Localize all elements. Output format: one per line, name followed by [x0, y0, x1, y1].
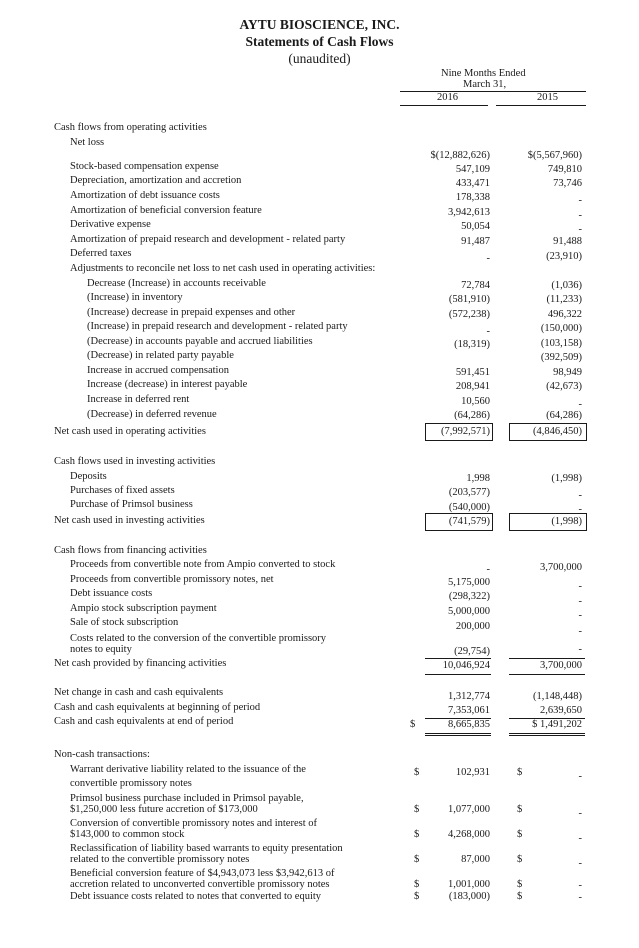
fin-item-2015: - — [578, 596, 582, 607]
noncash-item-2015: - — [578, 771, 582, 782]
fin-item-2016: - — [486, 564, 490, 575]
noncash-dollar-sign: $ — [414, 829, 420, 840]
statement-title: Statements of Cash Flows — [245, 34, 394, 49]
noncash-dollar-sign: $ — [517, 804, 523, 815]
op-item-label: Deferred taxes — [70, 248, 132, 259]
cash-begin-2016: 7,353,061 — [448, 705, 490, 716]
op-item-2016: 3,942,613 — [448, 207, 490, 218]
op-change-2016: 72,784 — [461, 280, 490, 291]
op-change-2016: 10,560 — [461, 396, 490, 407]
investing-total-2015: (1,998) — [551, 516, 582, 527]
noncash-dollar-sign: $ — [517, 891, 523, 902]
inv-item-2015: - — [578, 490, 582, 501]
fin-item-2016: 5,175,000 — [448, 577, 490, 588]
op-item-label: Depreciation, amortization and accretion — [70, 175, 242, 186]
op-item-label: Amortization of debt issuance costs — [70, 190, 220, 201]
fin-costs-label-line2: notes to equity — [70, 644, 132, 655]
noncash-item-2015: - — [578, 880, 582, 891]
cash-end-2015-underline-a — [509, 733, 585, 734]
fin-item-2015: - — [578, 610, 582, 621]
financing-total-2016-underline — [425, 674, 491, 675]
noncash-item-2016: 1,077,000 — [448, 804, 490, 815]
noncash-item-line1: Reclassification of liability based warrants to equity presentation — [70, 843, 343, 854]
fin-item-2015: - — [578, 626, 582, 637]
op-item-2016: 433,471 — [455, 178, 490, 189]
period-line2: March 31, — [463, 79, 507, 90]
cash-end-2015: $ 1,491,202 — [532, 719, 582, 730]
fin-item-label: Debt issuance costs — [70, 588, 153, 599]
op-item-2015: - — [578, 224, 582, 235]
adjustments-label: Adjustments to reconcile net loss to net cash used in operating activities: — [70, 263, 376, 274]
net-loss-label: Net loss — [70, 137, 105, 148]
col1-header-underline — [400, 105, 488, 106]
op-item-2015: - — [578, 210, 582, 221]
op-change-2015: 496,322 — [547, 309, 582, 320]
fin-costs-label-line1: Costs related to the conversion of the convertible promissory — [70, 633, 327, 644]
op-change-2016: (18,319) — [454, 339, 490, 350]
fin-item-2016: 200,000 — [455, 621, 490, 632]
op-change-2015: (103,158) — [540, 338, 582, 349]
noncash-item-line2: convertible promissory notes — [70, 778, 192, 789]
net-change-2016: 1,312,774 — [448, 691, 490, 702]
fin-item-label: Ampio stock subscription payment — [70, 603, 217, 614]
op-change-2016: 208,941 — [455, 381, 490, 392]
investing-total-label: Net cash used in investing activities — [54, 515, 205, 526]
noncash-dollar-sign: $ — [414, 879, 420, 890]
financing-total-2015-rule — [509, 658, 585, 659]
op-change-2015: (392,509) — [540, 352, 582, 363]
op-change-label: (Increase) decrease in prepaid expenses and other — [87, 307, 296, 318]
op-change-label: Increase (decrease) in interest payable — [87, 379, 248, 390]
op-change-label: (Increase) in prepaid research and development - related party — [87, 321, 348, 332]
op-item-2015: 749,810 — [547, 164, 582, 175]
net-change-label: Net change in cash and cash equivalents — [54, 687, 224, 698]
company-name: AYTU BIOSCIENCE, INC. — [239, 17, 400, 32]
op-change-label: Decrease (Increase) in accounts receivable — [87, 278, 266, 289]
noncash-item-2015: - — [578, 808, 582, 819]
operating-total-2015: (4,846,450) — [533, 426, 582, 437]
cash-end-dollar-sign: $ — [410, 719, 416, 730]
operating-heading: Cash flows from operating activities — [54, 122, 207, 133]
noncash-dollar-sign: $ — [414, 767, 420, 778]
cash-end-2016-underline-a — [425, 733, 491, 734]
investing-total-2016: (741,579) — [448, 516, 490, 527]
op-change-2016: (572,238) — [448, 309, 490, 320]
noncash-item-line2: related to the convertible promissory notes — [70, 854, 250, 865]
header-rule — [400, 91, 586, 92]
inv-item-2015: (1,998) — [551, 473, 582, 484]
operating-total-2016: (7,992,571) — [441, 426, 490, 437]
cash-end-2015-underline-b — [509, 735, 585, 736]
cash-end-2016: 8,665,835 — [448, 719, 490, 730]
inv-item-2015: - — [578, 504, 582, 515]
noncash-dollar-sign: $ — [517, 767, 523, 778]
op-change-2015: (150,000) — [540, 323, 582, 334]
noncash-dollar-sign: $ — [517, 829, 523, 840]
noncash-item-2015: - — [578, 833, 582, 844]
op-item-2015: 73,746 — [553, 178, 582, 189]
fin-item-label: Proceeds from convertible promissory notes, net — [70, 574, 274, 585]
inv-item-label: Purchases of fixed assets — [70, 485, 175, 496]
cash-begin-label: Cash and cash equivalents at beginning of period — [54, 702, 261, 713]
noncash-item-line2: accretion related to unconverted convertible promissory notes — [70, 879, 330, 890]
period-line1: Nine Months Ended — [441, 68, 526, 79]
noncash-item-2016: 102,931 — [455, 767, 490, 778]
net-change-2015: (1,148,448) — [533, 691, 582, 702]
op-change-2015: - — [578, 399, 582, 410]
op-change-2015: (42,673) — [546, 381, 582, 392]
column-2015: 2015 — [537, 92, 558, 103]
noncash-item-line1: Debt issuance costs related to notes that converted to equity — [70, 891, 322, 902]
op-change-2015: (64,286) — [546, 410, 582, 421]
op-change-label: (Decrease) in accounts payable and accrued liabilities — [87, 336, 313, 347]
noncash-item-2016: 4,268,000 — [448, 829, 490, 840]
op-change-2016: (64,286) — [454, 410, 490, 421]
cash-begin-2015: 2,639,650 — [540, 705, 582, 716]
inv-item-label: Purchase of Primsol business — [70, 499, 193, 510]
noncash-item-2015: - — [578, 892, 582, 903]
col2-header-underline — [496, 105, 586, 106]
fin-item-2015: 3,700,000 — [540, 562, 582, 573]
fin-costs-2016: (29,754) — [454, 646, 490, 657]
op-change-2015: (11,233) — [546, 294, 582, 305]
op-change-2015: 98,949 — [553, 367, 582, 378]
op-item-2015: - — [578, 195, 582, 206]
noncash-item-line2: $143,000 to common stock — [70, 829, 185, 840]
cash-end-2016-underline-b — [425, 735, 491, 736]
noncash-item-line1: Beneficial conversion feature of $4,943,073 less $3,942,613 of — [70, 868, 335, 879]
op-change-2016: - — [486, 326, 490, 337]
op-item-2016: 50,054 — [461, 221, 490, 232]
inv-item-label: Deposits — [70, 471, 107, 482]
op-change-label: (Increase) in inventory — [87, 292, 183, 303]
statement-note: (unaudited) — [288, 51, 351, 66]
op-change-2015: (1,036) — [551, 280, 582, 291]
op-item-label: Derivative expense — [70, 219, 151, 230]
noncash-dollar-sign: $ — [517, 879, 523, 890]
noncash-item-line1: Conversion of convertible promissory notes and interest of — [70, 818, 317, 829]
noncash-item-line1: Warrant derivative liability related to the issuance of the — [70, 764, 306, 775]
op-item-label: Amortization of prepaid research and development - related party — [70, 234, 346, 245]
fin-item-2016: (298,322) — [448, 591, 490, 602]
operating-total-label: Net cash used in operating activities — [54, 426, 206, 437]
fin-item-label: Sale of stock subscription — [70, 617, 179, 628]
op-change-label: Increase in deferred rent — [87, 394, 190, 405]
op-item-2015: (23,910) — [546, 251, 582, 262]
inv-item-2016: (540,000) — [448, 502, 490, 513]
net-loss-2016: $(12,882,626) — [430, 150, 490, 161]
noncash-dollar-sign: $ — [414, 891, 420, 902]
financing-heading: Cash flows from financing activities — [54, 545, 207, 556]
op-change-2016: 591,451 — [455, 367, 490, 378]
noncash-item-line2: $1,250,000 less future accretion of $173,000 — [70, 804, 258, 815]
financing-total-label: Net cash provided by financing activities — [54, 658, 227, 669]
fin-item-2015: - — [578, 581, 582, 592]
op-item-label: Stock-based compensation expense — [70, 161, 219, 172]
column-2016: 2016 — [437, 92, 458, 103]
fin-costs-2015: - — [578, 644, 582, 655]
op-change-label: (Decrease) in deferred revenue — [87, 409, 217, 420]
investing-heading: Cash flows used in investing activities — [54, 456, 216, 467]
op-item-2015: 91,488 — [553, 236, 582, 247]
fin-item-label: Proceeds from convertible note from Ampio converted to stock — [70, 559, 336, 570]
op-change-2016: (581,910) — [448, 294, 490, 305]
op-change-label: (Decrease) in related party payable — [87, 350, 234, 361]
noncash-item-2016: 87,000 — [461, 854, 490, 865]
op-item-2016: - — [486, 253, 490, 264]
noncash-dollar-sign: $ — [414, 854, 420, 865]
op-item-label: Amortization of beneficial conversion feature — [70, 205, 262, 216]
op-item-2016: 91,487 — [461, 236, 490, 247]
financing-total-2015: 3,700,000 — [540, 660, 582, 671]
noncash-item-2015: - — [578, 858, 582, 869]
noncash-dollar-sign: $ — [414, 804, 420, 815]
cash-end-label: Cash and cash equivalents at end of period — [54, 716, 234, 727]
noncash-dollar-sign: $ — [517, 854, 523, 865]
inv-item-2016: 1,998 — [466, 473, 490, 484]
inv-item-2016: (203,577) — [448, 487, 490, 498]
net-loss-2015: $(5,567,960) — [527, 150, 582, 161]
financing-total-2016: 10,046,924 — [442, 660, 490, 671]
noncash-item-2016: 1,001,000 — [448, 879, 490, 890]
financing-total-2015-underline — [509, 674, 585, 675]
op-item-2016: 178,338 — [455, 192, 490, 203]
fin-item-2016: 5,000,000 — [448, 606, 490, 617]
noncash-item-line1: Primsol business purchase included in Primsol payable, — [70, 793, 304, 804]
financing-total-2016-rule — [425, 658, 491, 659]
op-change-label: Increase in accrued compensation — [87, 365, 229, 376]
noncash-heading: Non-cash transactions: — [54, 749, 150, 760]
op-item-2016: 547,109 — [455, 164, 490, 175]
noncash-item-2016: (183,000) — [448, 891, 490, 902]
